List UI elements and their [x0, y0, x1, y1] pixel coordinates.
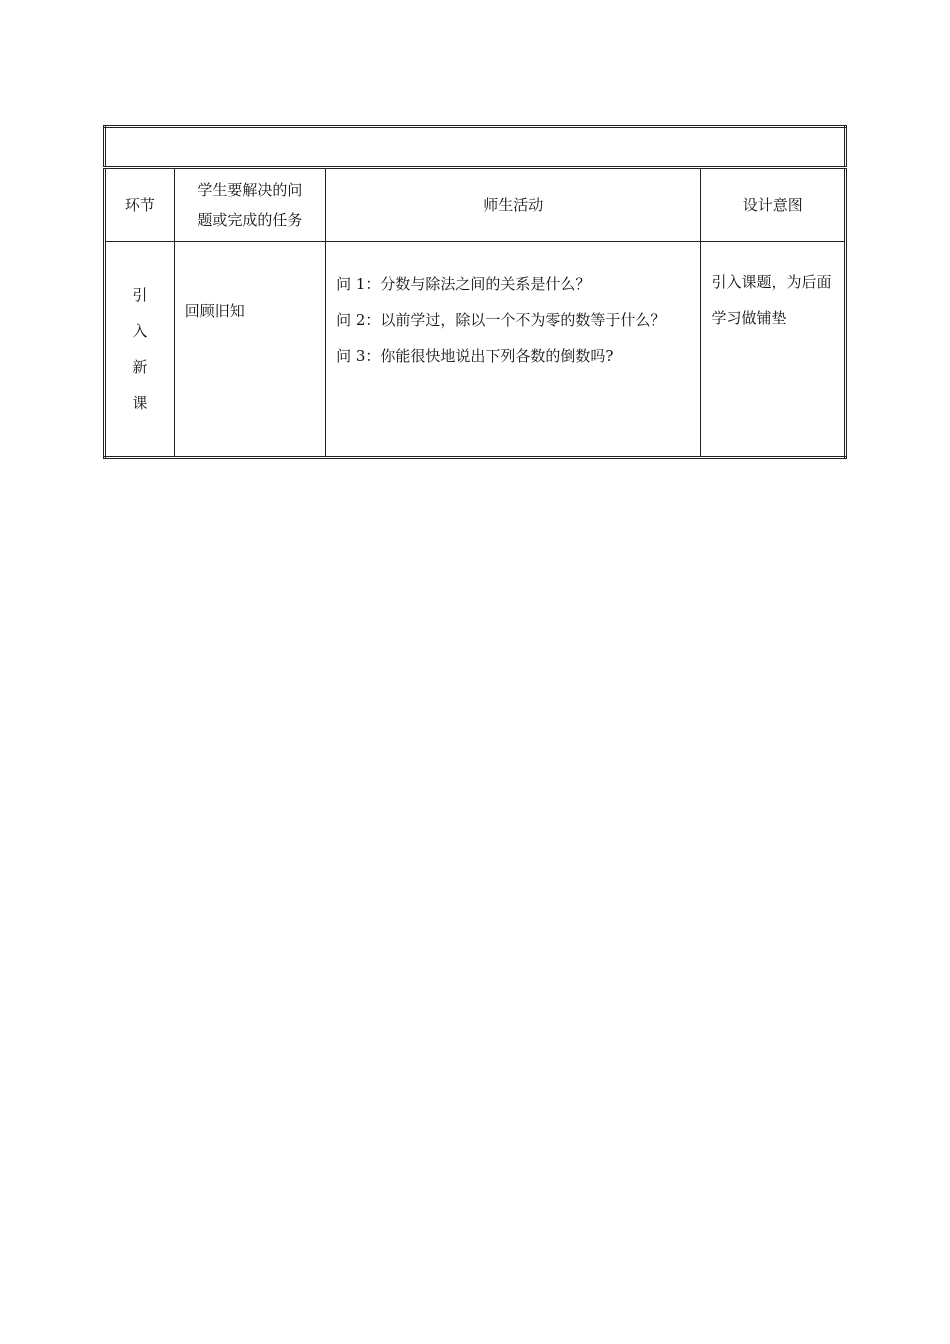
activity-question-1: 问 1：分数与除法之间的关系是什么？	[336, 275, 591, 293]
activity-cell	[326, 242, 701, 458]
activity-question-2: 问 2：以前学过，除以一个不为零的数等于什么？	[336, 311, 666, 329]
header-stage: 环节	[105, 168, 175, 242]
stage-char: 引	[132, 286, 148, 304]
header-activity: 师生活动	[326, 168, 701, 242]
stage-char: 新	[132, 358, 148, 376]
lesson-plan-table	[103, 125, 847, 459]
header-task	[174, 168, 325, 242]
header-intent: 设计意图	[701, 168, 846, 242]
table-header-row	[105, 168, 846, 242]
stage-char: 入	[132, 322, 148, 340]
task-cell	[174, 242, 325, 458]
stage-char: 课	[132, 394, 148, 412]
table-title-cell	[105, 127, 846, 168]
intent-cell: 引入课题，为后面学习做铺垫	[701, 242, 846, 458]
table-row	[105, 242, 846, 458]
activity-question-3: 问 3：你能很快地说出下列各数的倒数吗?	[336, 347, 614, 365]
header-task-line1: 学生要解决的问	[197, 181, 303, 199]
table-title-row	[105, 127, 846, 168]
stage-cell	[105, 242, 175, 458]
task-text: 回顾旧知	[184, 302, 245, 320]
header-task-line2: 题或完成的任务	[197, 211, 303, 229]
